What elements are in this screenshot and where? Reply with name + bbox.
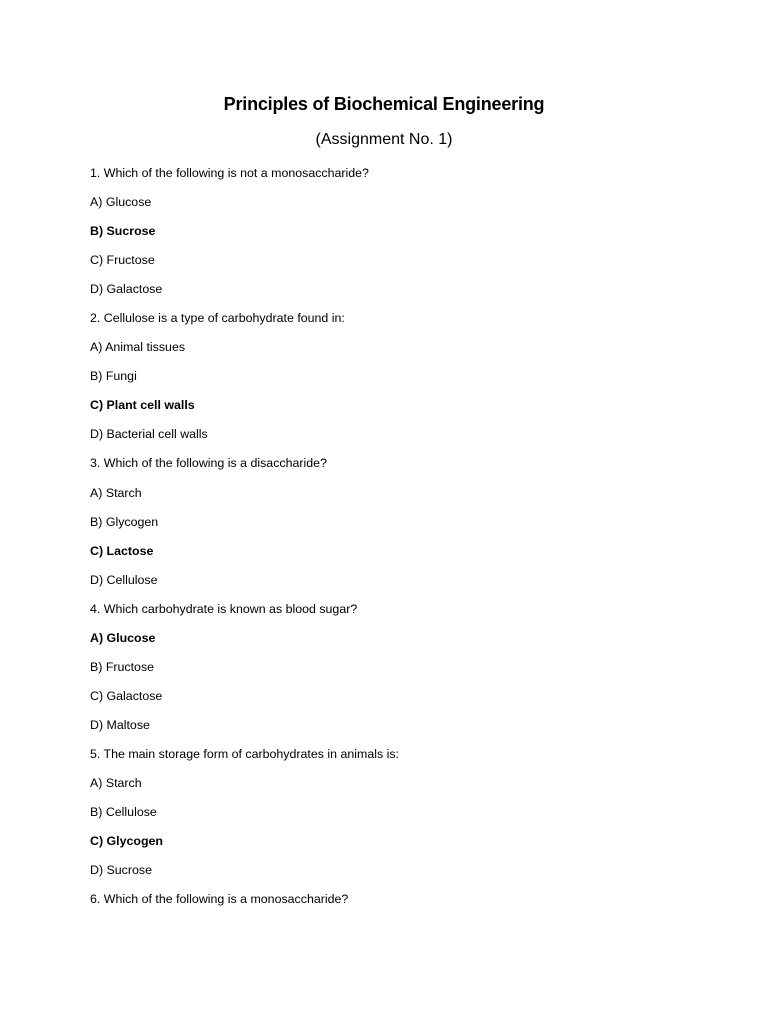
answer-option: D) Maltose bbox=[90, 717, 150, 732]
answer-option: B) Cellulose bbox=[90, 805, 157, 820]
answer-option: D) Cellulose bbox=[90, 572, 158, 587]
answer-option-correct: C) Plant cell walls bbox=[90, 398, 195, 413]
answer-option: B) Fructose bbox=[90, 659, 155, 674]
answer-option-correct: C) Glycogen bbox=[90, 834, 163, 849]
question-list bbox=[90, 166, 690, 921]
answer-option-correct: C) Lactose bbox=[90, 543, 154, 558]
question-text: 4. Which carbohydrate is known as blood sugar? bbox=[90, 601, 358, 616]
answer-option: D) Bacterial cell walls bbox=[90, 427, 208, 442]
answer-option: C) Fructose bbox=[90, 253, 155, 268]
question-text: 3. Which of the following is a disaccharide? bbox=[90, 456, 327, 471]
question-text: 2. Cellulose is a type of carbohydrate found in: bbox=[90, 311, 345, 326]
answer-option-correct: B) Sucrose bbox=[90, 224, 156, 239]
answer-option: B) Glycogen bbox=[90, 514, 159, 529]
answer-option: A) Starch bbox=[90, 775, 142, 790]
page-title: Principles of Biochemical Engineering bbox=[223, 94, 545, 114]
question-text: 5. The main storage form of carbohydrates in animals is: bbox=[90, 746, 399, 761]
answer-option-correct: A) Glucose bbox=[90, 630, 156, 645]
question-text: 6. Which of the following is a monosaccharide? bbox=[90, 892, 349, 907]
answer-option: A) Glucose bbox=[90, 195, 152, 210]
answer-option: A) Starch bbox=[90, 485, 142, 500]
page-subtitle: (Assignment No. 1) bbox=[315, 131, 453, 148]
answer-option: B) Fungi bbox=[90, 369, 137, 384]
question-text: 1. Which of the following is not a monosaccharide? bbox=[90, 166, 369, 180]
answer-option: D) Galactose bbox=[90, 282, 163, 297]
answer-option: A) Animal tissues bbox=[90, 340, 186, 355]
answer-option: C) Galactose bbox=[90, 688, 163, 703]
answer-option: D) Sucrose bbox=[90, 863, 152, 878]
